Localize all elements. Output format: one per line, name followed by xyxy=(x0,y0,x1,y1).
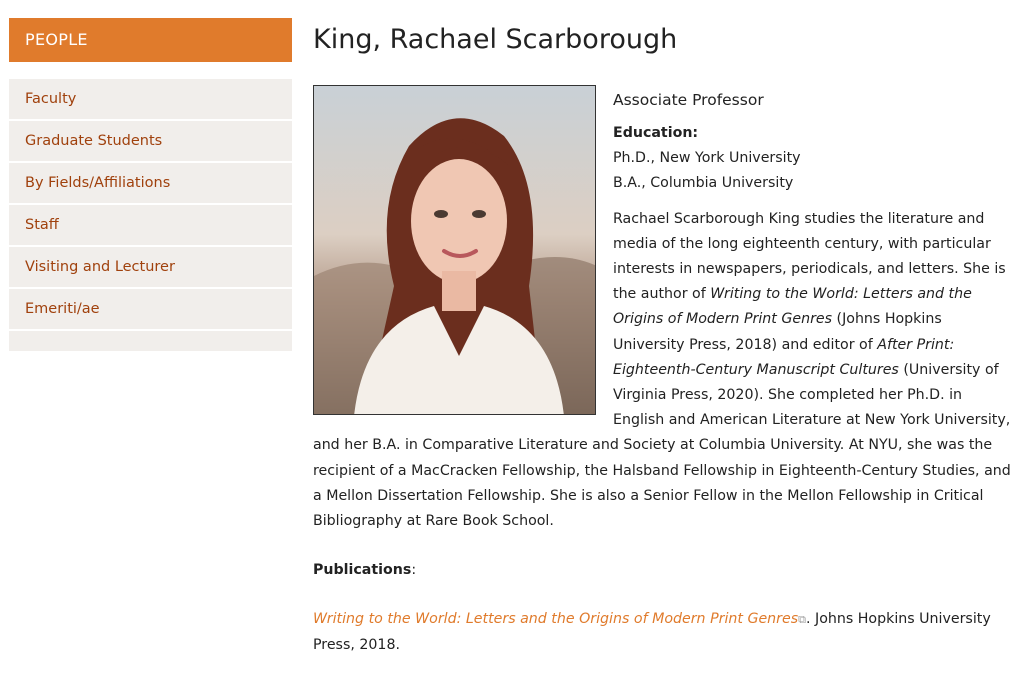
education-ba: B.A., Columbia University xyxy=(613,175,794,192)
sidebar-item-faculty[interactable]: Faculty xyxy=(9,79,292,121)
education-label: Education: xyxy=(613,125,699,141)
publication-details: . Johns Hopkins University Press, 2018. xyxy=(313,611,991,653)
publication-link[interactable] xyxy=(313,611,806,627)
sidebar-menu xyxy=(9,79,292,351)
photo-float-spacer xyxy=(313,85,596,415)
publications-label: Publications xyxy=(313,562,412,579)
page-title: King, Rachael Scarborough xyxy=(313,24,678,55)
sidebar-item-emeriti[interactable]: Emeriti/ae xyxy=(9,289,292,331)
external-link-icon[interactable]: ⧉ xyxy=(798,613,806,627)
sidebar-item-visiting-lecturer[interactable]: Visiting and Lecturer xyxy=(9,247,292,289)
bio-text-2: (Johns Hopkins University Press, 2018) and editor of xyxy=(613,311,942,353)
sidebar-item-fields-affiliations[interactable]: By Fields/Affiliations xyxy=(9,163,292,205)
bio-book-title-1: Writing to the World: Letters and the Origins of Modern Print Genres xyxy=(613,286,972,328)
profile-content xyxy=(313,85,1013,658)
publications-heading xyxy=(313,558,1013,583)
bio-text-1: Rachael Scarborough King studies the literature and media of the long eighteenth century, with particular interests in newspapers, periodicals, and letters. She is the author of xyxy=(613,210,1006,303)
bio-book-title-2: After Print: Eighteenth-Century Manuscript Cultures xyxy=(613,336,955,378)
sidebar-nav xyxy=(9,18,292,351)
sidebar-menu-footer xyxy=(9,331,292,351)
profile-role: Associate Professor xyxy=(613,91,764,109)
publications-colon: : xyxy=(411,562,417,579)
education-phd: Ph.D., New York University xyxy=(613,150,801,167)
publication-item xyxy=(313,607,1013,657)
sidebar-item-staff[interactable]: Staff xyxy=(9,205,292,247)
publication-title[interactable]: Writing to the World: Letters and the Origins of Modern Print Genres xyxy=(313,611,799,628)
sidebar-item-graduate-students[interactable]: Graduate Students xyxy=(9,121,292,163)
bio-text-3: (University of Virginia Press, 2020). She completed her Ph.D. in English and American Literature at New York University, and her B.A. in Comparative Literature and Society at Columbia University. At NYU, she was the recipient of a MacCracken Fellowship, the Halsband Fellowship in Eighteenth-Century Studies, and a Mellon Dissertation Fellowship. She is also a Senior Fellow in the Mellon Fellowship in Critical Bibliography at Rare Book School. xyxy=(313,361,1011,530)
sidebar-header[interactable]: PEOPLE xyxy=(9,18,292,62)
